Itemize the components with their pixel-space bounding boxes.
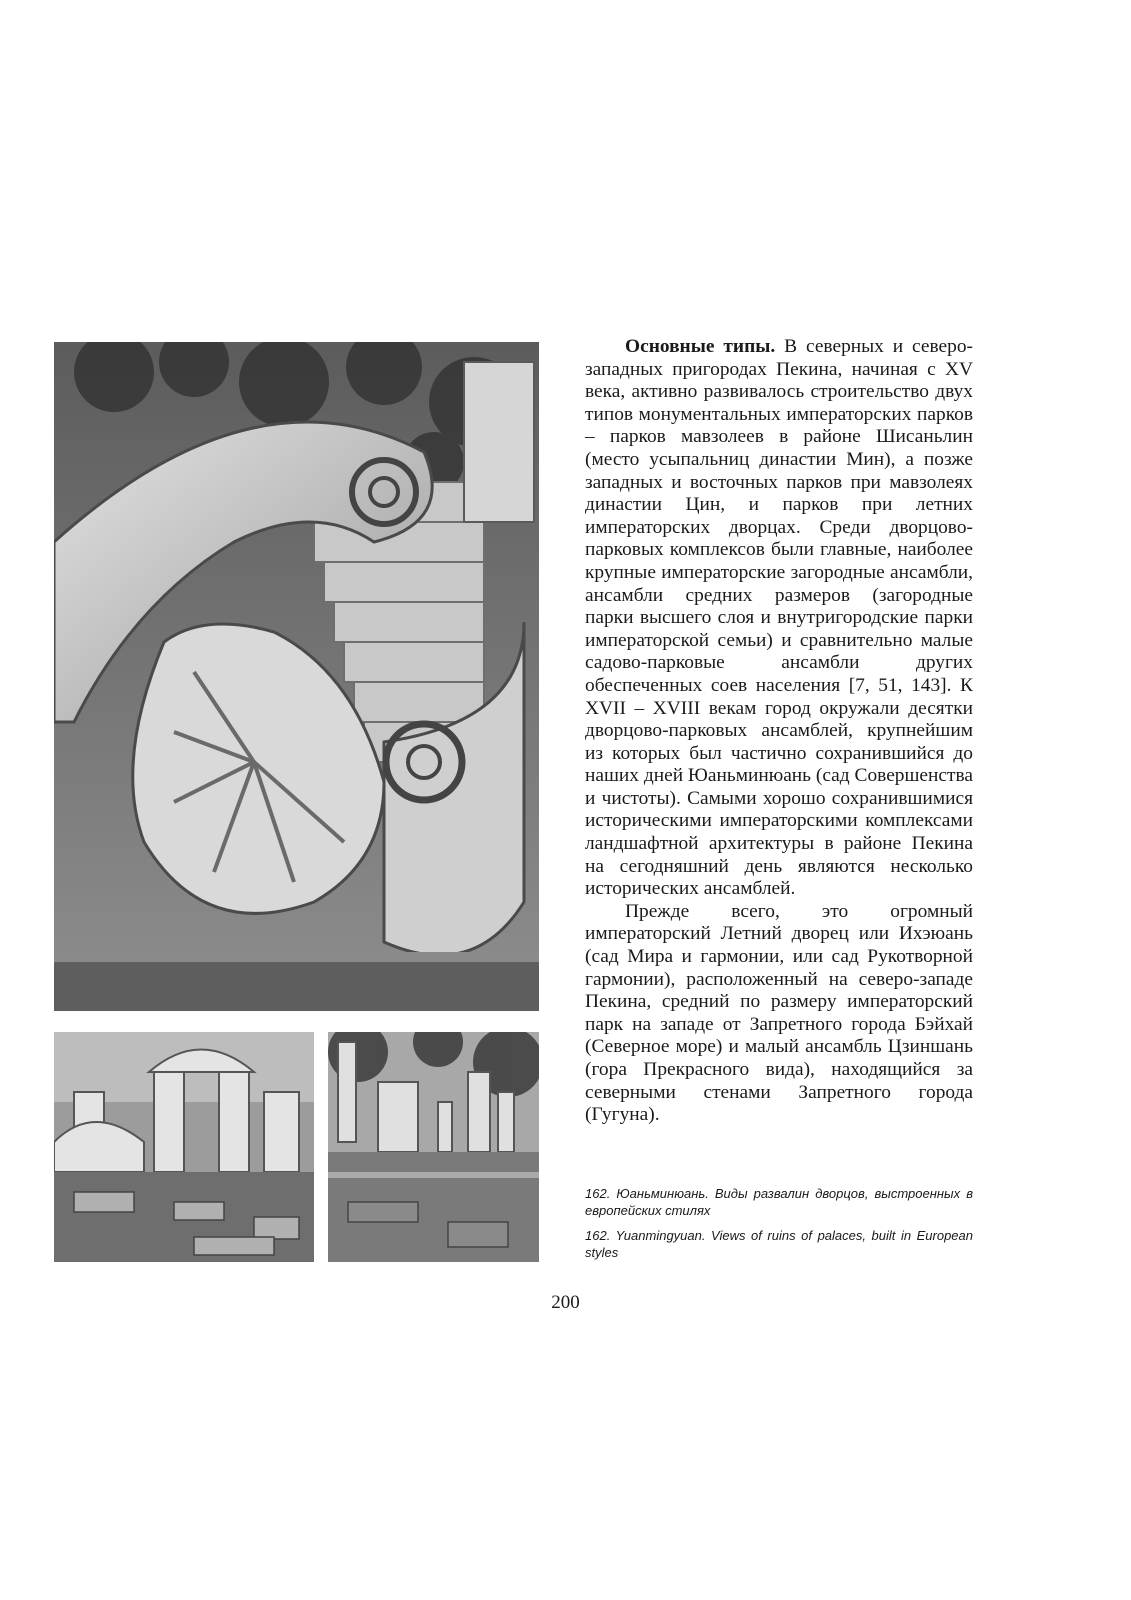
photo-arch-ruins — [54, 1032, 314, 1262]
caption-russian: 162. Юаньминюань. Виды развалин дворцов, выстроенных в европейских стилях — [585, 1186, 973, 1218]
caption-english: 162. Yuanmingyuan. Views of ruins of palaces, built in European styles — [585, 1228, 973, 1260]
paragraph-main-types — [585, 336, 973, 901]
paragraph-1-text: В северных и северо-западных пригородах Пекина, начиная с XV века, активно развивалось строительство двух типов монументальных императорских парков – парков мавзолеев в районе Шисаньлин (место усыпальниц династии Мин), а позже западных и восточных парков при мавзолеях династии Цин, и парков при летних императорских дворцах. Среди дворцово-парковых комплексов были главные, наиболее крупные императорские загородные ансамбли, ансамбли средних размеров (загородные парки высшего слоя и внутригородские парки императорской семьи) и сравнительно малые садово-парковые ансамбли других обеспеченных соев населения [7, 51, 143]. К XVII – XVIII векам город окружали десятки дворцово-парковых ансамблей, крупнейшим из которых был частично сохранившийся до наших дней Юаньминюань (сад Совершенства и чистоты). Самыми хорошо сохранившимися историческими императорскими комплексами ландшафтной архитектуры в районе Пекина на сегодняшний день являются несколько исторических ансамблей. — [585, 336, 974, 900]
arch-ruins-illustration — [54, 1032, 314, 1262]
page-number: 200 — [551, 1292, 580, 1313]
paragraph-2-text: Прежде всего, это огромный императорский Летний дворец или Ихэюань (сад Мира и гармонии, или сад Рукотворной гармонии), расположенный на северо-западе Пекина, средний по размеру императорский парк на западе от Запретного города Бэйхай (Северное море) и малый ансамбль Цзиншань (гора Прекрасного вида), находящийся за северными стенами Запретного города (Гугуна). — [585, 900, 973, 1126]
photo-stone-scroll-ruin — [54, 342, 539, 1011]
photo-column-ruins — [328, 1032, 539, 1262]
section-heading: Основные типы. — [625, 336, 776, 357]
body-text — [585, 336, 973, 1127]
column-ruins-illustration — [328, 1032, 539, 1262]
stone-scroll-illustration — [54, 342, 539, 1011]
